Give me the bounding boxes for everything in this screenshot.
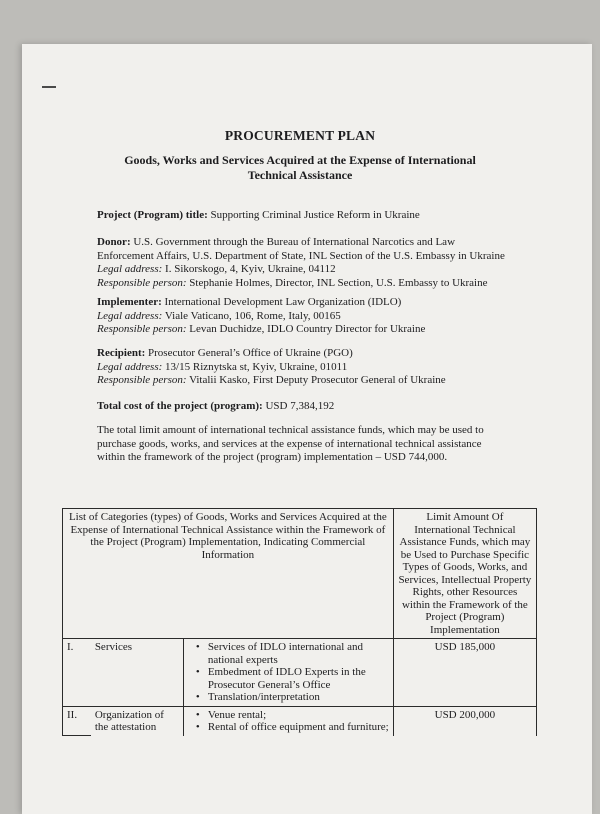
limit-line-2: purchase goods, works, and services at the expense of international technical assistance	[97, 437, 482, 450]
implementer-legal-value: Viale Vaticano, 106, Rome, Italy, 00165	[164, 309, 341, 322]
row-2-amount: USD 200,000	[393, 706, 536, 736]
subtitle-line-1: Goods, Works and Services Acquired at the Expense of International	[124, 153, 476, 167]
row-1-items	[183, 639, 393, 707]
project-value: Supporting Criminal Justice Reform in Ukraine	[210, 209, 420, 221]
implementer-legal-label: Legal address:	[97, 309, 163, 322]
donor-line-1	[97, 236, 505, 250]
list-item: • Embedment of IDLO Experts in the Prosecutor General’s Office	[208, 666, 389, 691]
header-left-line-4: Information	[201, 548, 255, 561]
list-item: • Venue rental;	[208, 709, 389, 722]
header-left-line-1: List of Categories (types) of Goods, Works and Services Acquired at the	[68, 511, 387, 523]
document-subtitle	[100, 153, 500, 183]
implementer-value: International Development Law Organization (IDLO)	[164, 296, 402, 308]
table-row	[63, 639, 537, 707]
donor-legal-label: Legal address:	[97, 263, 163, 275]
project-label: Project (Program) title:	[97, 209, 208, 221]
table-row	[63, 706, 537, 736]
header-left-line-2: Expense of International Technical Assistance within the Framework of	[70, 523, 386, 536]
list-item: • Rental of office equipment and furniture;	[208, 721, 389, 734]
total-cost-block	[97, 400, 334, 414]
header-right-line-5: Types of Goods, Works, and	[402, 561, 528, 573]
recipient-value: Prosecutor General’s Office of Ukraine (PGO)	[148, 347, 353, 359]
header-right-line-4: be Used to Purchase Specific	[400, 548, 530, 561]
document-title: PROCUREMENT PLAN	[224, 128, 376, 143]
donor-resp-value: Stephanie Holmes, Director, INL Section, U.S. Embassy to Ukraine	[189, 276, 488, 289]
row-2-number: II.	[63, 706, 91, 736]
limit-paragraph	[97, 424, 507, 465]
total-cost-label: Total cost of the project (program):	[97, 400, 263, 412]
row-2-items	[183, 706, 393, 736]
implementer-block	[97, 296, 425, 337]
implementer-line	[97, 296, 425, 310]
implementer-label: Implementer:	[97, 296, 162, 308]
procurement-table	[62, 508, 537, 736]
header-left-line-3: the Project (Program) Implementation, Indicating Commercial	[90, 536, 366, 548]
donor-label: Donor:	[97, 236, 131, 248]
header-categories	[63, 509, 394, 639]
recipient-responsible	[97, 374, 446, 388]
header-right-line-7: Rights, other Resources	[412, 586, 518, 598]
header-right-line-2: International Technical	[414, 523, 516, 536]
donor-responsible	[97, 277, 505, 291]
row-1-amount: USD 185,000	[393, 639, 536, 707]
donor-legal	[97, 263, 505, 277]
implementer-resp-value: Levan Duchidze, IDLO Country Director for Ukraine	[189, 323, 426, 335]
limit-line-3: within the framework of the project (program) implementation – USD 744,000.	[97, 451, 448, 463]
recipient-line	[97, 347, 446, 361]
total-cost-value: USD 7,384,192	[265, 400, 335, 412]
donor-resp-label: Responsible person:	[97, 276, 187, 289]
implementer-resp-label: Responsible person:	[97, 323, 187, 335]
recipient-label: Recipient:	[97, 347, 146, 359]
header-right-line-6: Services, Intellectual Property	[398, 573, 532, 586]
recipient-legal-label: Legal address:	[97, 360, 163, 373]
row-2-category: Organization of the attestation	[91, 706, 184, 736]
limit-line-1: The total limit amount of international technical assistance funds, which may be used to	[97, 424, 484, 436]
recipient-legal-value: 13/15 Riznytska st, Kyiv, Ukraine, 01011	[165, 360, 348, 373]
row-1-category: Services	[91, 639, 184, 707]
header-limit-amount	[393, 509, 536, 639]
implementer-responsible	[97, 323, 425, 337]
recipient-resp-value: Vitalii Kasko, First Deputy Prosecutor General of Ukraine	[189, 374, 446, 386]
donor-block	[97, 236, 505, 290]
header-right-line-3: Assistance Funds, which may	[399, 536, 531, 548]
project-title-block	[97, 209, 420, 223]
donor-legal-value: I. Sikorskogo, 4, Kyiv, Ukraine, 04112	[165, 263, 336, 275]
header-right-line-10: Implementation	[430, 623, 500, 636]
pen-mark	[42, 86, 56, 88]
donor-line-2: Enforcement Affairs, U.S. Department of State, INL Section of the U.S. Embassy in Ukraine	[97, 249, 505, 262]
row-1-number: I.	[63, 639, 91, 707]
table-header-row	[63, 509, 537, 639]
recipient-block	[97, 347, 446, 388]
recipient-resp-label: Responsible person:	[97, 374, 187, 386]
subtitle-line-2: Technical Assistance	[247, 168, 353, 182]
header-right-line-9: Project (Program)	[425, 611, 505, 623]
list-item: • Services of IDLO international and national experts	[208, 641, 389, 666]
recipient-legal	[97, 361, 446, 375]
implementer-legal	[97, 310, 425, 324]
donor-value-1: U.S. Government through the Bureau of International Narcotics and Law	[133, 236, 456, 248]
header-right-line-1: Limit Amount Of	[426, 511, 504, 523]
header-right-line-8: within the Framework of the	[401, 598, 528, 611]
list-item: • Translation/interpretation	[208, 691, 389, 704]
